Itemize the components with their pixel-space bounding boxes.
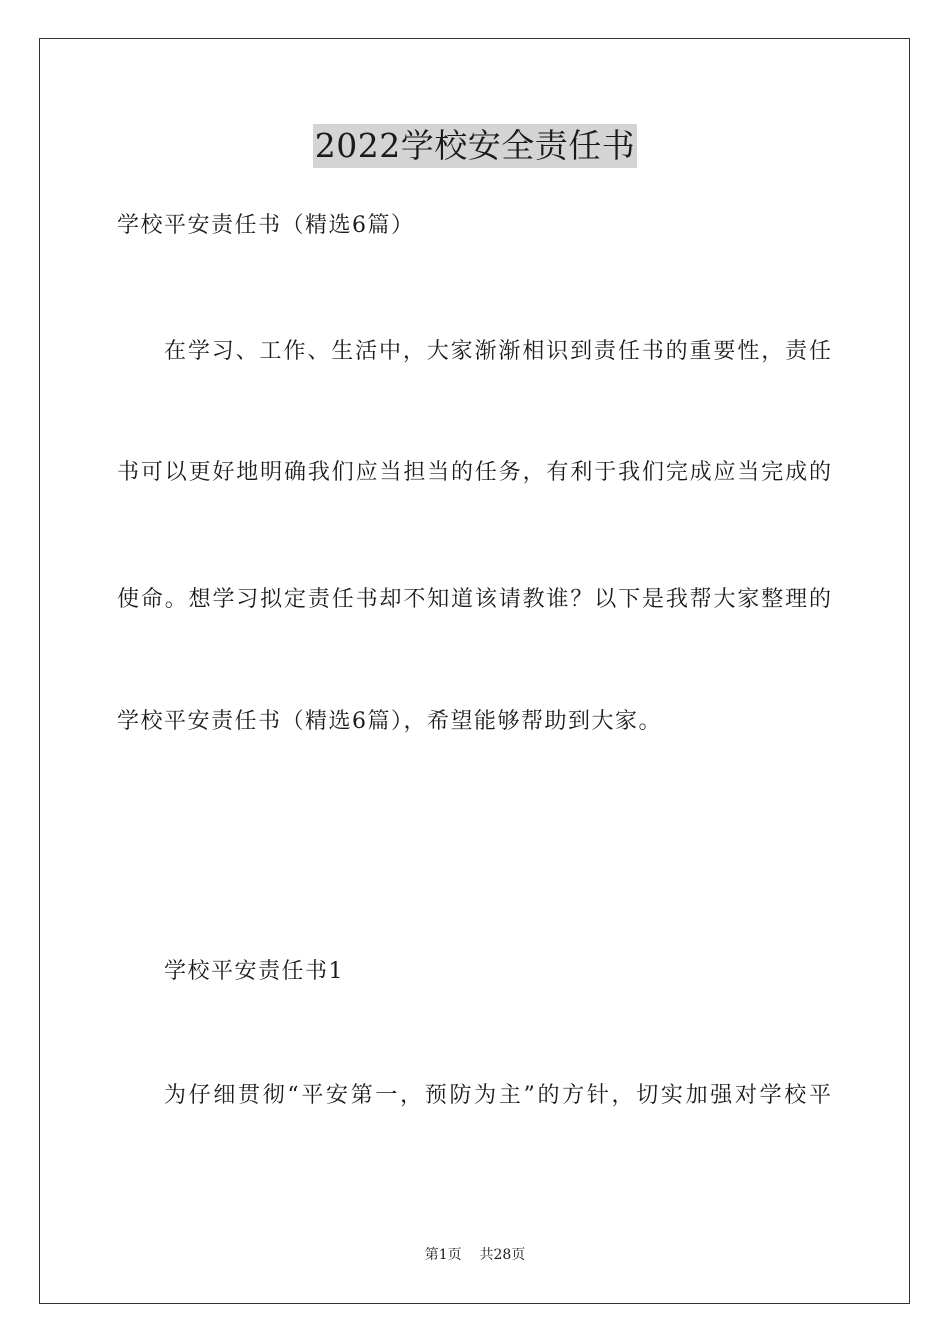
section-first-line: 为仔细贯彻“平安第一，预防为主”的方针，切实加强对学校平 [164, 1083, 831, 1108]
intro-line-1: 在学习、工作、生活中，大家渐渐相识到责任书的重要性，责任 [164, 339, 831, 364]
intro-line-4: 学校平安责任书（精选6篇），希望能够帮助到大家。 [117, 709, 662, 734]
document-subtitle: 学校平安责任书（精选6篇） [117, 213, 415, 238]
page-total: 共28页 [479, 1247, 526, 1263]
intro-line-2: 书可以更好地明确我们应当担当的任务，有利于我们完成应当完成的 [117, 460, 831, 485]
document-title: 2022学校安全责任书 [313, 124, 637, 168]
section-heading: 学校平安责任书1 [164, 959, 344, 984]
page-footer [0, 1245, 950, 1265]
title-container [0, 124, 950, 168]
intro-line-3: 使命。想学习拟定责任书却不知道该请教谁？以下是我帮大家整理的 [117, 587, 831, 612]
page-number: 第1页 [424, 1247, 462, 1263]
